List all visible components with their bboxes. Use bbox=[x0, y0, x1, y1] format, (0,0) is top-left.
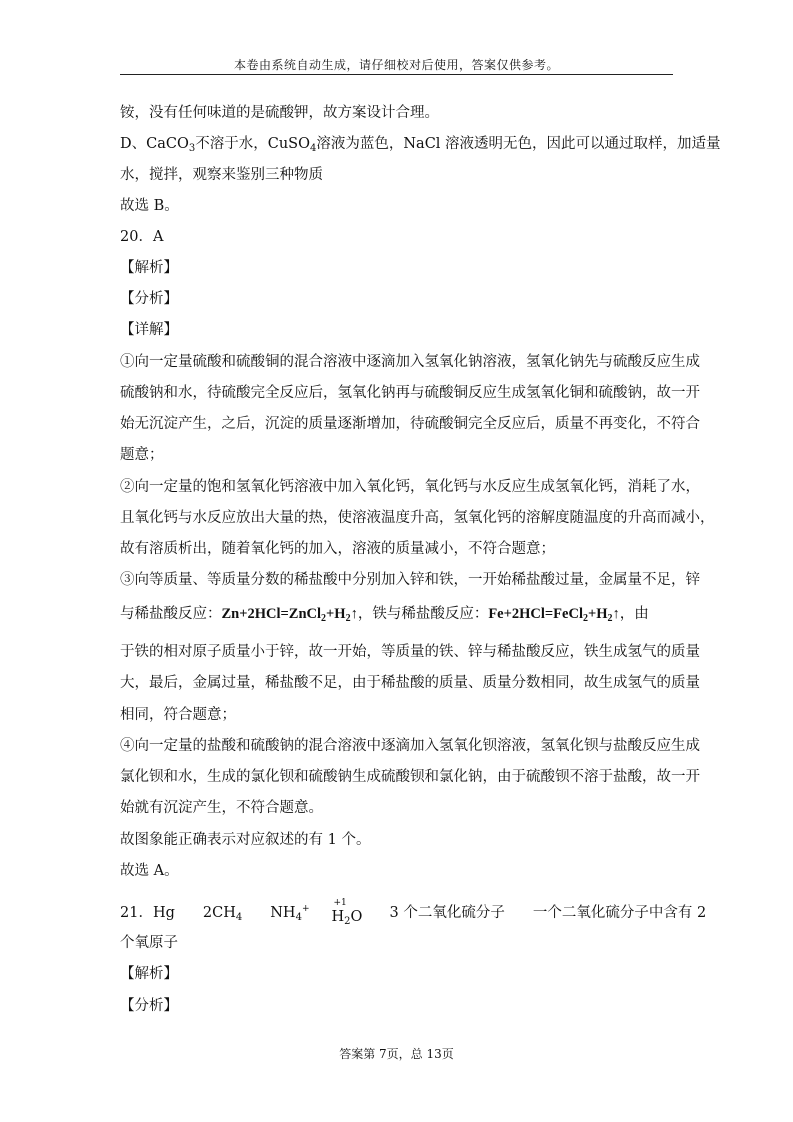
section-label: 【分析】 bbox=[120, 998, 178, 1014]
text-line: 故有溶质析出，随着氧化钙的加入，溶液的质量减小，不符合题意； bbox=[120, 541, 555, 557]
text-line: 故图象能正确表示对应叙述的有 1 个。 bbox=[120, 832, 371, 848]
text-line: D、CaCO$_3$不溶于水，CuSO$_4$溶液为蓝色，NaCl 溶液透明无色，因此可以通过取样，加适量 bbox=[120, 136, 721, 154]
equation-zn-hcl: $Zn+2HCl=ZnCl_2+H_2↑$ bbox=[221, 606, 358, 624]
text-line: 水，搅拌，观察来鉴别三种物质 bbox=[120, 167, 323, 183]
text-line: 于铁的相对原子质量小于锌，故一开始，等质量的铁、锌与稀盐酸反应，铁生成氢气的质量 bbox=[120, 644, 700, 660]
text-line: 大，最后，金属过量，稀盐酸不足，由于稀盐酸的质量、质量分数相同，故生成氢气的质量 bbox=[120, 675, 700, 691]
header-divider bbox=[120, 74, 673, 75]
text-line: 且氧化钙与水反应放出大量的热，使溶液温度升高，氢氧化钙的溶解度随温度的升高而减小， bbox=[120, 510, 715, 526]
question-number: 20．A bbox=[120, 229, 164, 245]
section-label: 【解析】 bbox=[120, 966, 178, 982]
equation-line: 与稀盐酸反应：$Zn+2HCl=ZnCl_2+H_2↑$，铁与稀盐酸反应：$Fe+2HCl=FeCl_2+H_2↑$，由 bbox=[120, 606, 649, 624]
text-line: 相同，符合题意； bbox=[120, 707, 236, 723]
gas-arrow-icon: ↑ bbox=[612, 606, 620, 622]
text-line: 始无沉淀产生，之后，沉淀的质量逐渐增加，待硫酸铜完全反应后，质量不再变化，不符合 bbox=[120, 416, 700, 432]
text-line: 故选 B。 bbox=[120, 198, 179, 214]
text-line: 故选 A。 bbox=[120, 863, 179, 879]
text-line: 个氧原子 bbox=[120, 935, 178, 951]
text-line: 铵，没有任何味道的是硫酸钾，故方案设计合理。 bbox=[120, 105, 439, 121]
section-label: 【详解】 bbox=[120, 322, 178, 338]
answer-so2-atoms: 一个二氧化硫分子中含有 2 bbox=[532, 905, 707, 921]
equation-fe-hcl: $Fe+2HCl=FeCl_2+H_2↑$ bbox=[488, 606, 620, 624]
answer-h2o-valence: +1 $H_2O$ bbox=[331, 898, 363, 927]
question-number: 21．Hg bbox=[120, 905, 175, 921]
text-line: 氯化钡和水，生成的氯化钡和硫酸钠生成硫酸钡和氯化钠，由于硫酸钡不溶于盐酸，故一开 bbox=[120, 769, 700, 785]
answer-so2-molecules: 3 个二氧化硫分子 bbox=[389, 905, 505, 921]
text-line: 题意； bbox=[120, 447, 164, 463]
text-line: ③向等质量、等质量分数的稀盐酸中分别加入锌和铁，一开始稀盐酸过量，金属量不足，锌 bbox=[120, 572, 700, 588]
text-line: 硫酸钠和水，待硫酸完全反应后，氢氧化钠再与硫酸铜反应生成氢氧化铜和硫酸钠，故一开 bbox=[120, 385, 700, 401]
text-line: ②向一定量的饱和氢氧化钙溶液中加入氧化钙，氧化钙与水反应生成氢氧化钙，消耗了水， bbox=[120, 479, 700, 495]
text-line: ①向一定量硫酸和硫酸铜的混合溶液中逐滴加入氢氧化钠溶液，氢氧化钠先与硫酸反应生成 bbox=[120, 354, 700, 370]
page-footer: 答案第 7页，总 13页 bbox=[339, 1047, 454, 1061]
answer-line-q21 bbox=[120, 899, 706, 932]
section-label: 【分析】 bbox=[120, 291, 178, 307]
gas-arrow-icon: ↑ bbox=[350, 606, 358, 622]
answer-ammonium: $NH_4^+$ bbox=[270, 904, 310, 923]
header-notice: 本卷由系统自动生成，请仔细校对后使用，答案仅供参考。 bbox=[233, 58, 559, 72]
answer-2ch4: $2CH_4$ bbox=[202, 905, 243, 923]
text-line: ④向一定量的盐酸和硫酸钠的混合溶液中逐滴加入氢氧化钡溶液，氢氧化钡与盐酸反应生成 bbox=[120, 738, 700, 754]
text-line: 始就有沉淀产生，不符合题意。 bbox=[120, 800, 323, 816]
section-label: 【解析】 bbox=[120, 260, 178, 276]
